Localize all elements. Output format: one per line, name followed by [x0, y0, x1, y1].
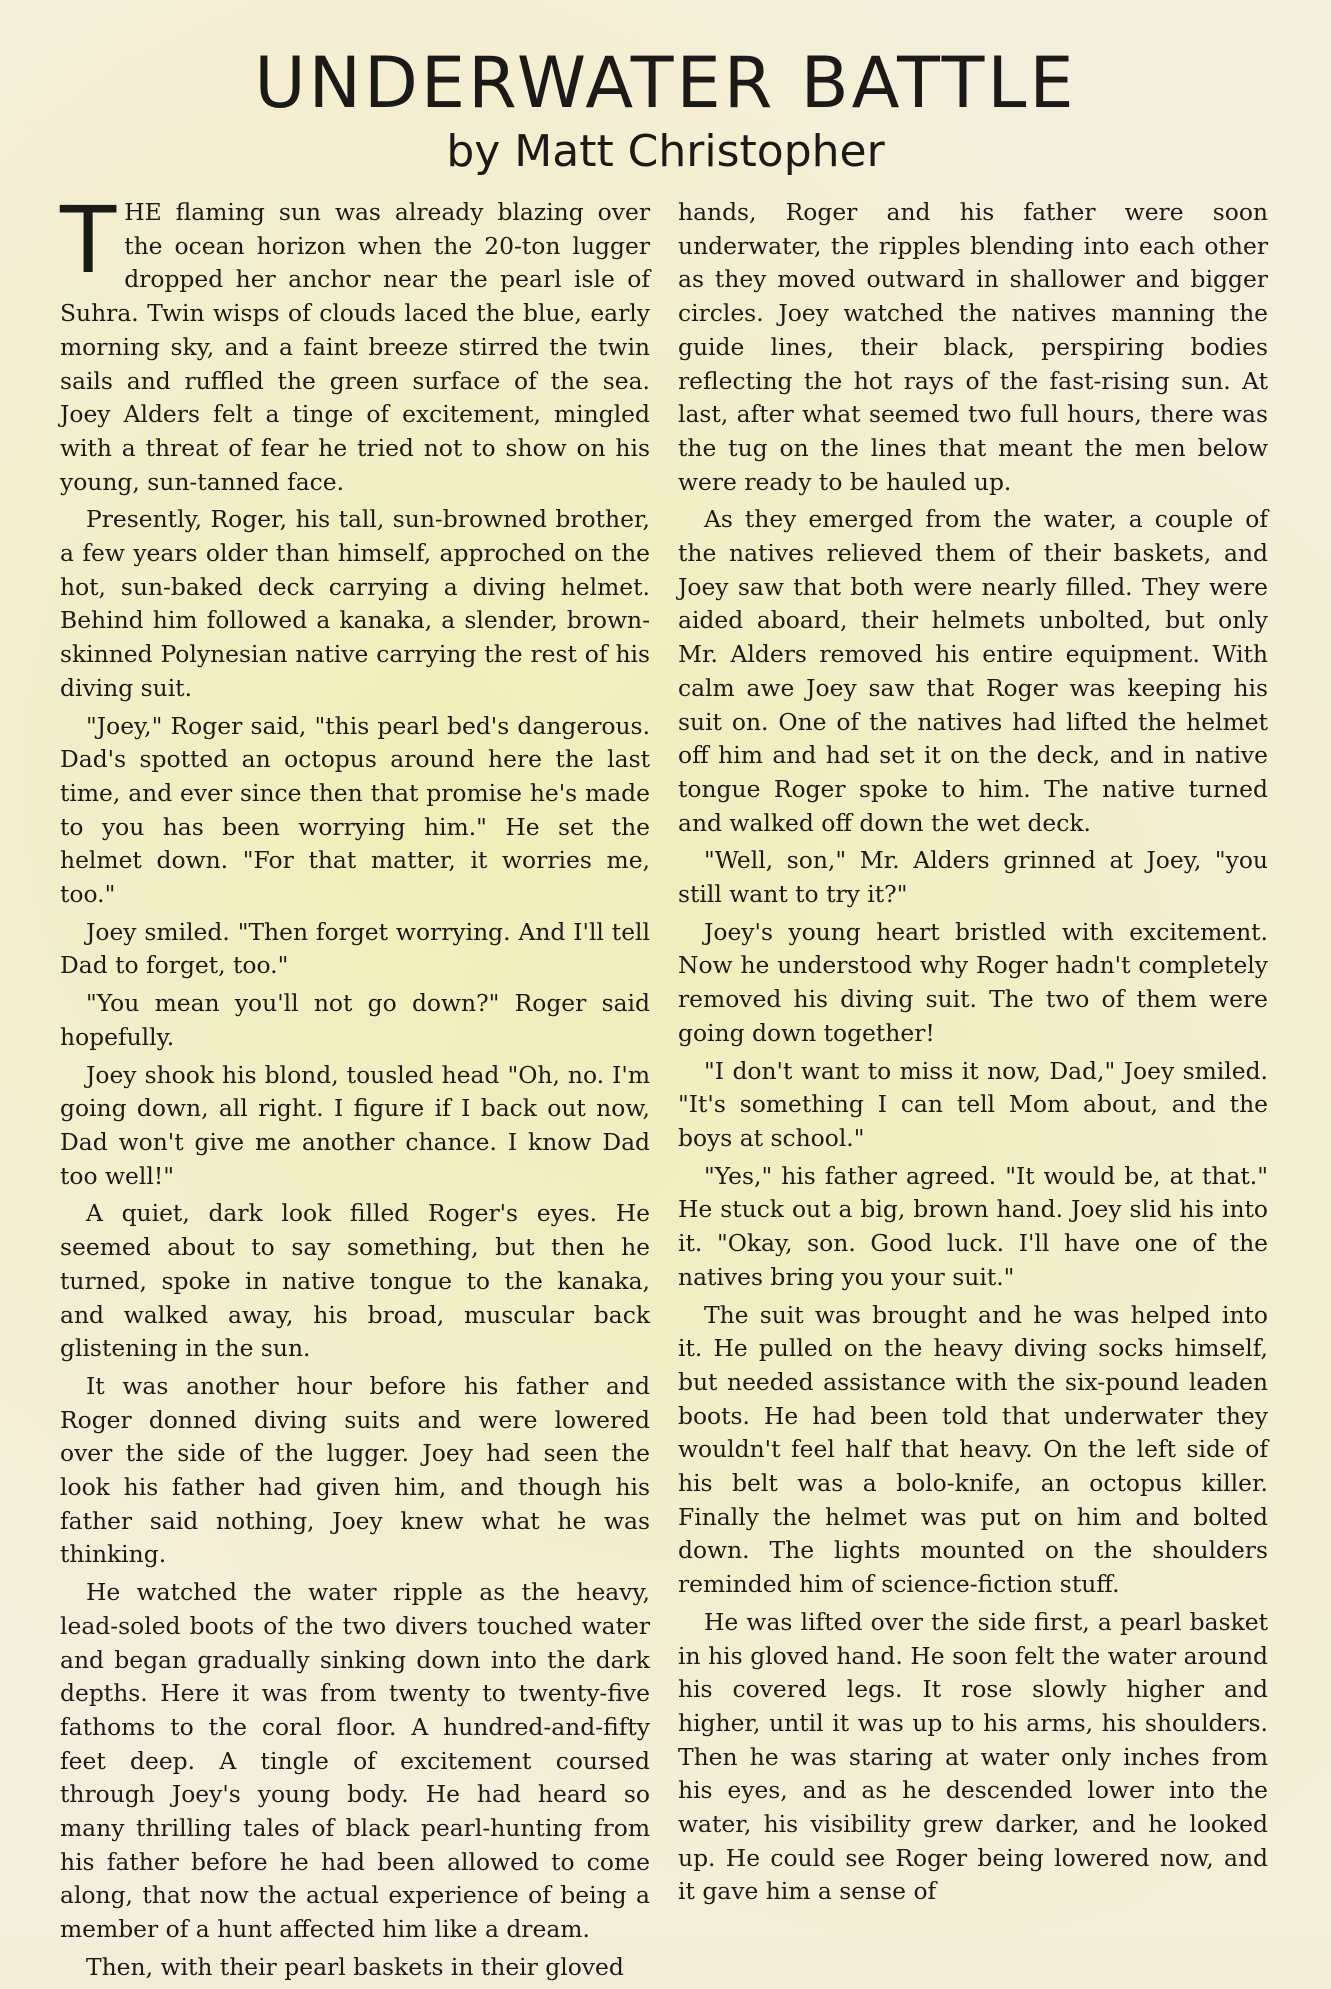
paragraph: He was lifted over the side first, a pearl basket in his gloved hand. He soon felt the water around his covered legs. It rose slowly higher and higher, until it was up to his arms, his shoulders. Then he was staring at water only inches from his eyes, and as he descended lower into the water, his visibility grew darker, and he looked up. He could see Roger being lowered now, and it gave him a sense of	[678, 1607, 1268, 1906]
opening-paragraph	[60, 187, 650, 499]
left-column	[60, 187, 650, 1989]
paragraph: "You mean you'll not go down?" Roger said hopefully.	[60, 989, 650, 1051]
paragraph: It was another hour before his father and Roger donned diving suits and were lowered over the side of the lugger. Joey had seen the look his father had given him, and though his father said nothing, Joey knew what he was thinking.	[60, 1371, 650, 1569]
paragraph: The suit was brought and he was helped into it. He pulled on the heavy diving socks himself, but needed assistance with the six-pound leaden boots. He had been told that underwater they wouldn't feel half that heavy. On the left side of his belt was a bolo-knife, an octopus killer. Finally the helmet was put on him and bolted down. The lights mounted on the shoulders reminded him of science-fiction stuff.	[678, 1300, 1268, 1599]
paragraph: Then, with their pearl baskets in their gloved	[86, 1952, 624, 1981]
paragraph: hands, Roger and his father were soon underwater, the ripples blending into each other as they moved outward in shallower and bigger circles. Joey watched the natives manning the guide lines, their black, perspiring bodies reflecting the hot rays of the fast-rising sun. At last, after what seemed two full hours, there was the tug on the lines that meant the men below were ready to be hauled up.	[678, 198, 1268, 496]
opening-text: HE flaming sun was already blazing over the ocean horizon when the 20-ton lugger dropped her anchor near the pearl isle of Suhra. Twin wisps of clouds laced the blue, early morning sky, and a faint breeze stirred the twin sails and ruffled the green surface of the sea. Joey Alders felt a tinge of excitement, mingled with a threat of fear he tried not to show on his young, sun-tanned face.	[60, 198, 650, 496]
paragraph: He watched the water ripple as the heavy, lead-soled boots of the two divers touched water and began gradually sinking down into the dark depths. Here it was from twenty to twenty-five fathoms to the coral floor. A hundred-and-fifty feet deep. A tingle of excitement coursed through Joey's young body. He had heard so many thrilling tales of black pearl-hunting from his father before he had been allowed to come along, that now the actual experience of being a member of a hunt affected him like a dream.	[60, 1578, 650, 1944]
paragraph: A quiet, dark look filled Roger's eyes. He seemed about to say something, but then he turned, spoke in native tongue to the kanaka, and walked away, his broad, muscular back glistening in the sun.	[60, 1199, 650, 1363]
paragraph: As they emerged from the water, a couple of the natives relieved them of their baskets, and Joey saw that both were nearly filled. They were aided aboard, their helmets unbolted, but only Mr. Alders removed his entire equipment. With calm awe Joey saw that Roger was keeping his suit on. One of the natives had lifted the helmet off him and had set it on the deck, and in native tongue Roger spoke to him. The native turned and walked off down the wet deck.	[678, 505, 1268, 837]
paragraph: Presently, Roger, his tall, sun-browned brother, a few years older than himself, approched on the hot, sun-baked deck carrying a diving helmet. Behind him followed a kanaka, a slender, brown-skinned Polynesian native carrying the rest of his diving suit.	[60, 505, 650, 702]
paragraph: "I don't want to miss it now, Dad," Joey smiled. "It's something I can tell Mom about, and the boys at school."	[678, 1056, 1268, 1152]
story-title: UNDERWATER BATTLE	[254, 42, 1077, 124]
right-column	[678, 196, 1268, 1913]
paragraph: Joey's young heart bristled with excitement. Now he understood why Roger hadn't completely removed his diving suit. The two of them were going down together!	[678, 917, 1268, 1047]
paragraph: "Yes," his father agreed. "It would be, at that." He stuck out a big, brown hand. Joey slid his into it. "Okay, son. Good luck. I'll have one of the natives bring you your suit."	[678, 1161, 1268, 1291]
paragraph: Joey smiled. "Then forget worrying. And I'll tell Dad to forget, too."	[60, 917, 650, 980]
paragraph: "Joey," Roger said, "this pearl bed's dangerous. Dad's spotted an octopus around here the last time, and ever since then that promise he's made to you has been worrying him." He set the helmet down. "For that matter, it worries me, too."	[60, 711, 650, 909]
paragraph: Joey shook his blond, tousled head "Oh, no. I'm going down, all right. I figure if I back out now, Dad won't give me another chance. I know Dad too well!"	[60, 1060, 650, 1190]
paragraph: "Well, son," Mr. Alders grinned at Joey, "you still want to try it?"	[678, 846, 1268, 909]
drop-cap: T	[60, 187, 117, 294]
story-byline: by Matt Christopher	[446, 126, 885, 177]
